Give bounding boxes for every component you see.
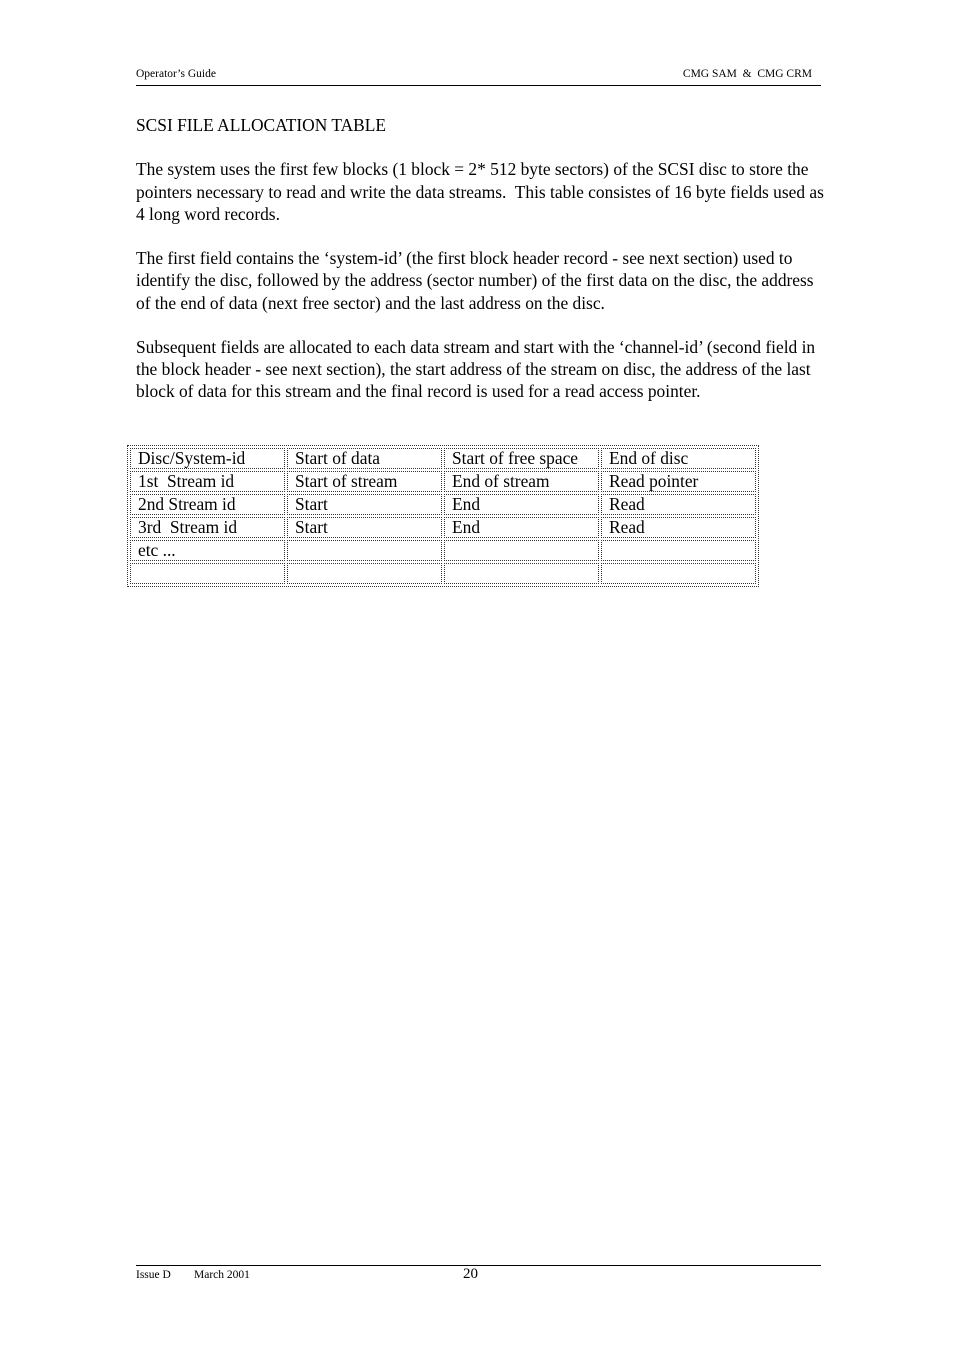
table-cell: Start of free space bbox=[444, 448, 599, 469]
table-cell: Start of data bbox=[287, 448, 442, 469]
table-cell bbox=[130, 563, 285, 584]
paragraph: The system uses the first few blocks (1 block = 2* 512 byte sectors) of the SCSI disc to store the pointers necessary to read and write the data streams. This table consistes of 16 byte fields used as 4 long word records. bbox=[136, 159, 829, 224]
table-cell: End bbox=[444, 494, 599, 515]
allocation-table bbox=[127, 445, 759, 587]
table-row bbox=[130, 540, 756, 561]
table-cell: 2nd Stream id bbox=[130, 494, 285, 515]
table-cell: etc ... bbox=[130, 540, 285, 561]
table-row bbox=[130, 448, 756, 469]
header-document-title: Operator’s Guide bbox=[136, 68, 216, 80]
page-footer bbox=[136, 1265, 821, 1282]
table-row bbox=[130, 517, 756, 538]
table-cell bbox=[444, 563, 599, 584]
table-cell: Read pointer bbox=[601, 471, 756, 492]
table-cell: Start bbox=[287, 517, 442, 538]
table-cell bbox=[287, 540, 442, 561]
footer-date: March 2001 bbox=[194, 1269, 250, 1281]
table-cell bbox=[287, 563, 442, 584]
paragraph: The first field contains the ‘system-id’ (the first block header record - see next section) used to identify the disc, followed by the address (sector number) of the first data on the disc, the address of the end of data (next free sector) and the last address on the disc. bbox=[136, 248, 818, 313]
footer-issue: Issue D bbox=[136, 1269, 171, 1281]
table-row bbox=[130, 494, 756, 515]
table-cell: Read bbox=[601, 494, 756, 515]
header-product-name: CMG SAM & CMG CRM bbox=[682, 68, 812, 80]
table-cell: Start bbox=[287, 494, 442, 515]
table-cell: Read bbox=[601, 517, 756, 538]
table-cell bbox=[601, 563, 756, 584]
table-cell: Disc/System-id bbox=[130, 448, 285, 469]
table-row bbox=[130, 471, 756, 492]
section-title: SCSI FILE ALLOCATION TABLE bbox=[136, 115, 386, 135]
page-number: 20 bbox=[463, 1266, 478, 1282]
main-content bbox=[136, 114, 829, 425]
table-cell: End bbox=[444, 517, 599, 538]
page-header bbox=[136, 66, 821, 86]
table-cell: 1st Stream id bbox=[130, 471, 285, 492]
table-row bbox=[130, 563, 756, 584]
table-cell: End of disc bbox=[601, 448, 756, 469]
table-cell: 3rd Stream id bbox=[130, 517, 285, 538]
table-cell: End of stream bbox=[444, 471, 599, 492]
table-cell: Start of stream bbox=[287, 471, 442, 492]
table-cell bbox=[601, 540, 756, 561]
paragraph: Subsequent fields are allocated to each data stream and start with the ‘channel-id’ (second field in the block header - see next section), the start address of the stream on disc, the address of the last block of data for this stream and the final record is used for a read access pointer. bbox=[136, 336, 820, 402]
table-cell bbox=[444, 540, 599, 561]
